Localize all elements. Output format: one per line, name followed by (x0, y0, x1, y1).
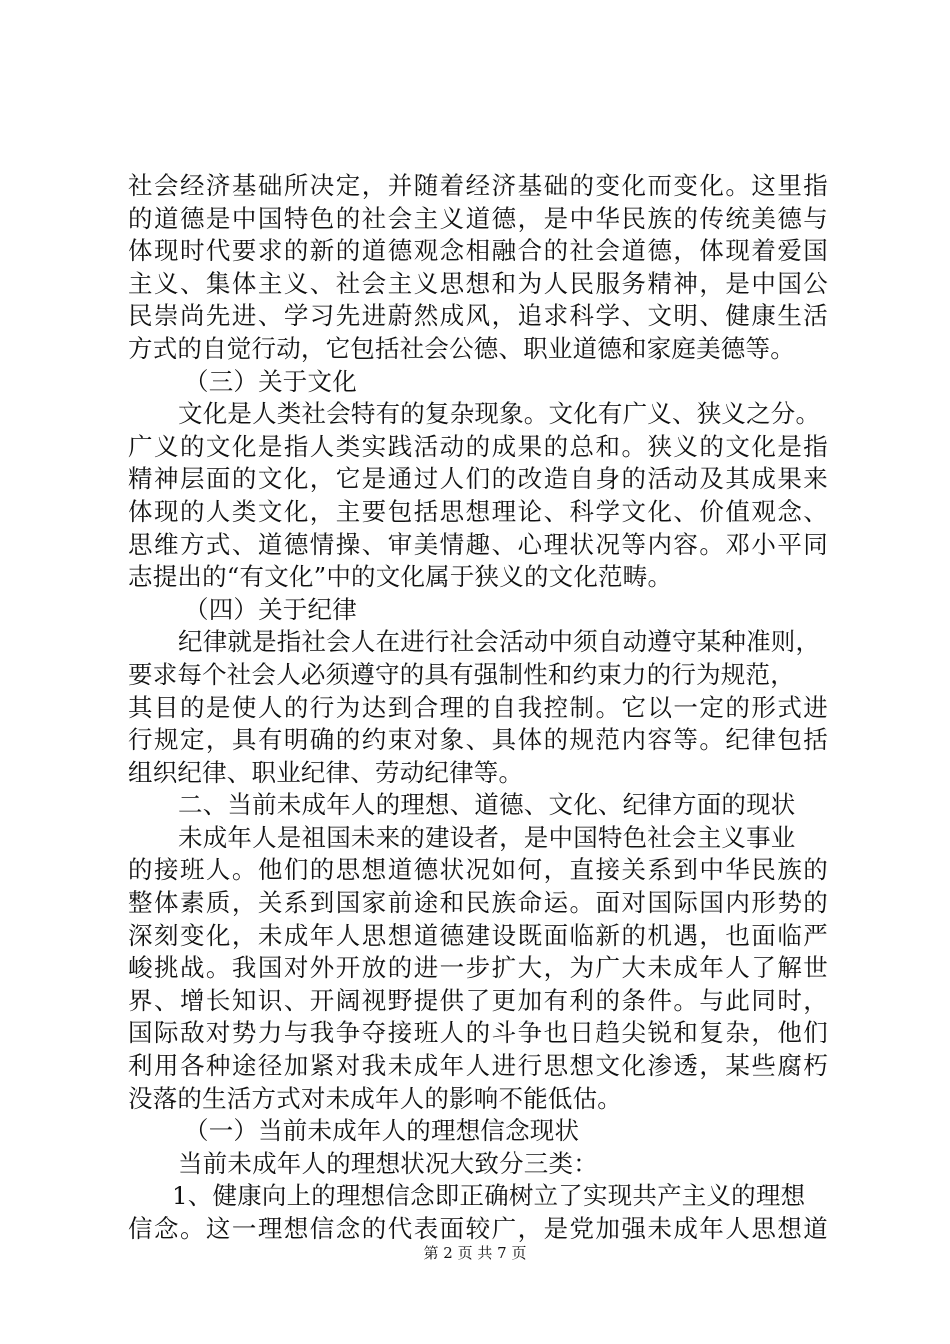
text-line: 信念。这一理想信念的代表面较广，是党加强未成年人思想道 (128, 1214, 828, 1243)
text-line: 峻挑战。我国对外开放的进一步扩大，为广大未成年人了解世 (128, 953, 828, 983)
text-line: （四）关于纪律 (184, 594, 357, 624)
text-line: （一）当前未成年人的理想信念现状 (184, 1116, 580, 1146)
text-line: 深刻变化，未成年人思想道德建设既面临新的机遇，也面临严 (128, 920, 828, 950)
text-line: 整体素质，关系到国家前途和民族命运。面对国际国内形势的 (128, 888, 828, 918)
text-line: 精神层面的文化，它是通过人们的改造自身的活动及其成果来 (128, 464, 828, 494)
text-line: 二、当前未成年人的理想、道德、文化、纪律方面的现状 (178, 790, 796, 820)
text-line: 其目的是使人的行为达到合理的自我控制。它以一定的形式进 (128, 692, 828, 722)
text-line: 利用各种途径加紧对我未成年人进行思想文化渗透，某些腐朽 (128, 1051, 828, 1081)
text-line: 界、增长知识、开阔视野提供了更加有利的条件。与此同时， (128, 985, 828, 1015)
text-line: 没落的生活方式对未成年人的影响不能低估。 (128, 1083, 622, 1113)
text-line: 行规定，具有明确的约束对象、具体的规范内容等。纪律包括 (128, 725, 828, 755)
text-line: 广义的文化是指人类实践活动的成果的总和。狭义的文化是指 (128, 431, 828, 461)
text-line: 的道德是中国特色的社会主义道德，是中华民族的传统美德与 (128, 203, 828, 233)
text-line: 体现时代要求的新的道德观念相融合的社会道德，体现着爱国 (128, 236, 828, 266)
text-line: 要求每个社会人必须遵守的具有强制性和约束力的行为规范， (128, 659, 795, 689)
text-line: 民崇尚先进、学习先进蔚然成风，追求科学、文明、健康生活 (128, 301, 828, 331)
text-line: 志提出的“有文化”中的文化属于狭义的文化范畴。 (128, 562, 673, 592)
text-line: 1、健康向上的理想信念即正确树立了实现共产主义的理想 (172, 1181, 806, 1211)
text-line: 纪律就是指社会人在进行社会活动中须自动遵守某种准则， (178, 627, 821, 657)
document-body (128, 170, 828, 1246)
text-line: 方式的自觉行动，它包括社会公德、职业道德和家庭美德等。 (128, 333, 795, 363)
page-number-label: 第 2 页 共 7 页 (423, 1244, 527, 1262)
text-line: （三）关于文化 (184, 366, 357, 396)
text-line: 文化是人类社会特有的复杂现象。文化有广义、狭义之分。 (178, 399, 821, 429)
text-line: 当前未成年人的理想状况大致分三类： (178, 1148, 598, 1178)
text-line: 主义、集体主义、社会主义思想和为人民服务精神，是中国公 (128, 268, 828, 298)
text-line: 国际敌对势力与我争夺接班人的斗争也日趋尖锐和复杂，他们 (128, 1018, 828, 1048)
text-line: 思维方式、道德情操、审美情趣、心理状况等内容。邓小平同 (128, 529, 828, 559)
text-line: 社会经济基础所决定，并随着经济基础的变化而变化。这里指 (128, 171, 828, 200)
page-footer (0, 1242, 950, 1263)
text-line: 体现的人类文化，主要包括思想理论、科学文化、价值观念、 (128, 496, 828, 526)
text-line: 未成年人是祖国未来的建设者，是中国特色社会主义事业 (178, 822, 796, 852)
text-line: 组织纪律、职业纪律、劳动纪律等。 (128, 757, 524, 787)
text-line: 的接班人。他们的思想道德状况如何，直接关系到中华民族的 (128, 855, 828, 885)
